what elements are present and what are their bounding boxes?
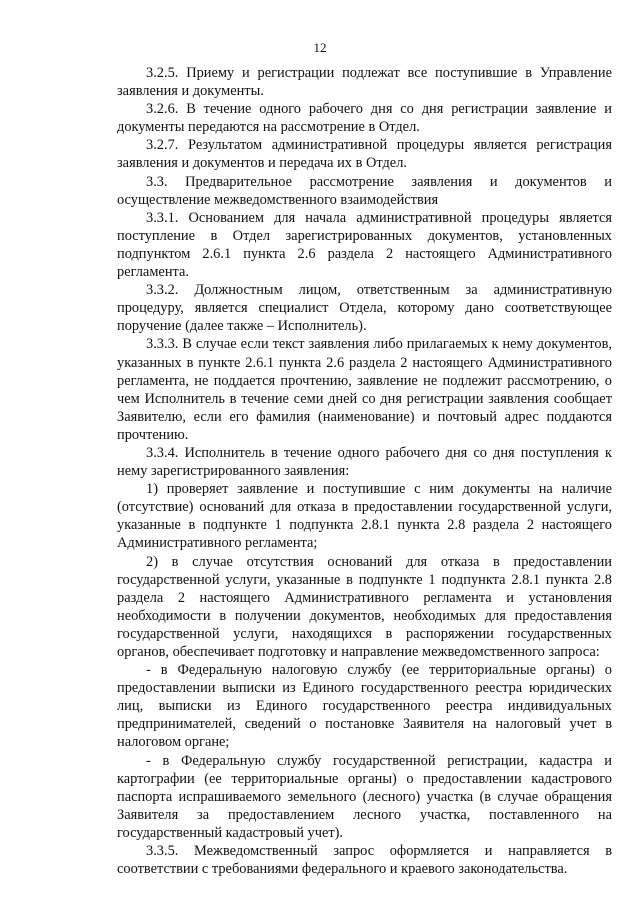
bullet-tax-service: - в Федеральную налоговую службу (ее территориальные органы) о предоставлении выписки из Единого государственного реестра юридических лиц, выписки из Единого государственного реестра индивидуальных предпринимателей, сведений о постановке Заявителя на налоговый учет в налоговом органе; bbox=[117, 662, 612, 751]
paragraph-3-2-6: 3.2.6. В течение одного рабочего дня со дня регистрации заявление и документы передаются на рассмотрение в Отдел. bbox=[117, 101, 612, 136]
paragraph-3-2-5: 3.2.5. Приему и регистрации подлежат все поступившие в Управление заявления и документы. bbox=[117, 65, 612, 100]
bullet-registration-service: - в Федеральную службу государственной регистрации, кадастра и картографии (ее территориальные органы) о предоставлении кадастрового паспорта испрашиваемого земельного (лесного) участка (в случае обращения Заявителя за предоставлением лесного участка, поставленного на государственный кадастровый учет). bbox=[117, 752, 612, 841]
paragraph-3-3-5: 3.3.5. Межведомственный запрос оформляется и направляется в соответствии с требованиями федерального и краевого законодательства. bbox=[117, 843, 612, 878]
document-body bbox=[117, 64, 612, 878]
paragraph-3-3-4: 3.3.4. Исполнитель в течение одного рабочего дня со дня поступления к нему зарегистрированного заявления: bbox=[117, 444, 612, 480]
paragraph-3-2-7: 3.2.7. Результатом административной процедуры является регистрация заявления и документов и передача их в Отдел. bbox=[117, 137, 612, 172]
paragraph-3-3-3: 3.3.3. В случае если текст заявления либо прилагаемых к нему документов, указанных в пункте 2.6.1 пункта 2.6 раздела 2 настоящего Административного регламента, не поддается прочтению, заявление не подлежит рассмотрению, о чем Исполнитель в течение семи дней со дня регистрации заявления сообщает Заявителю, если его фамилия (наименование) и почтовый адрес поддаются прочтению. bbox=[117, 336, 612, 443]
list-item-1: 1) проверяет заявление и поступившие с ним документы на наличие (отсутствие) оснований для отказа в предоставлении государственной услуги, указанные в подпункте 1 подпункта 2.8.1 пункта 2.8 раздела 2 настоящего Административного регламента; bbox=[117, 481, 612, 552]
list-item-2: 2) в случае отсутствия оснований для отказа в предоставлении государственной услуги, указанные в подпункте 1 подпункта 2.8.1 пункта 2.8 раздела 2 настоящего Административного регламента и установления необходимости в получении документов, необходимых для предоставления государственной услуги, находящихся в распоряжении государственных органов, обеспечивает подготовку и направление межведомственного запроса: bbox=[117, 553, 612, 660]
paragraph-3-3-2: 3.3.2. Должностным лицом, ответственным за административную процедуру, является специалист Отдела, которому дано соответствующее поручение (далее также – Исполнитель). bbox=[117, 282, 612, 335]
paragraph-3-3-1: 3.3.1. Основанием для начала административной процедуры является поступление в Отдел зарегистрированных документов, установленных подпунктом 2.6.1 пункта 2.6 раздела 2 настоящего Административного регламента. bbox=[117, 209, 612, 281]
page-number: 12 bbox=[313, 40, 327, 55]
section-heading-3-3: 3.3. Предварительное рассмотрение заявления и документов и осуществление межведомственного взаимодействия bbox=[117, 173, 612, 208]
